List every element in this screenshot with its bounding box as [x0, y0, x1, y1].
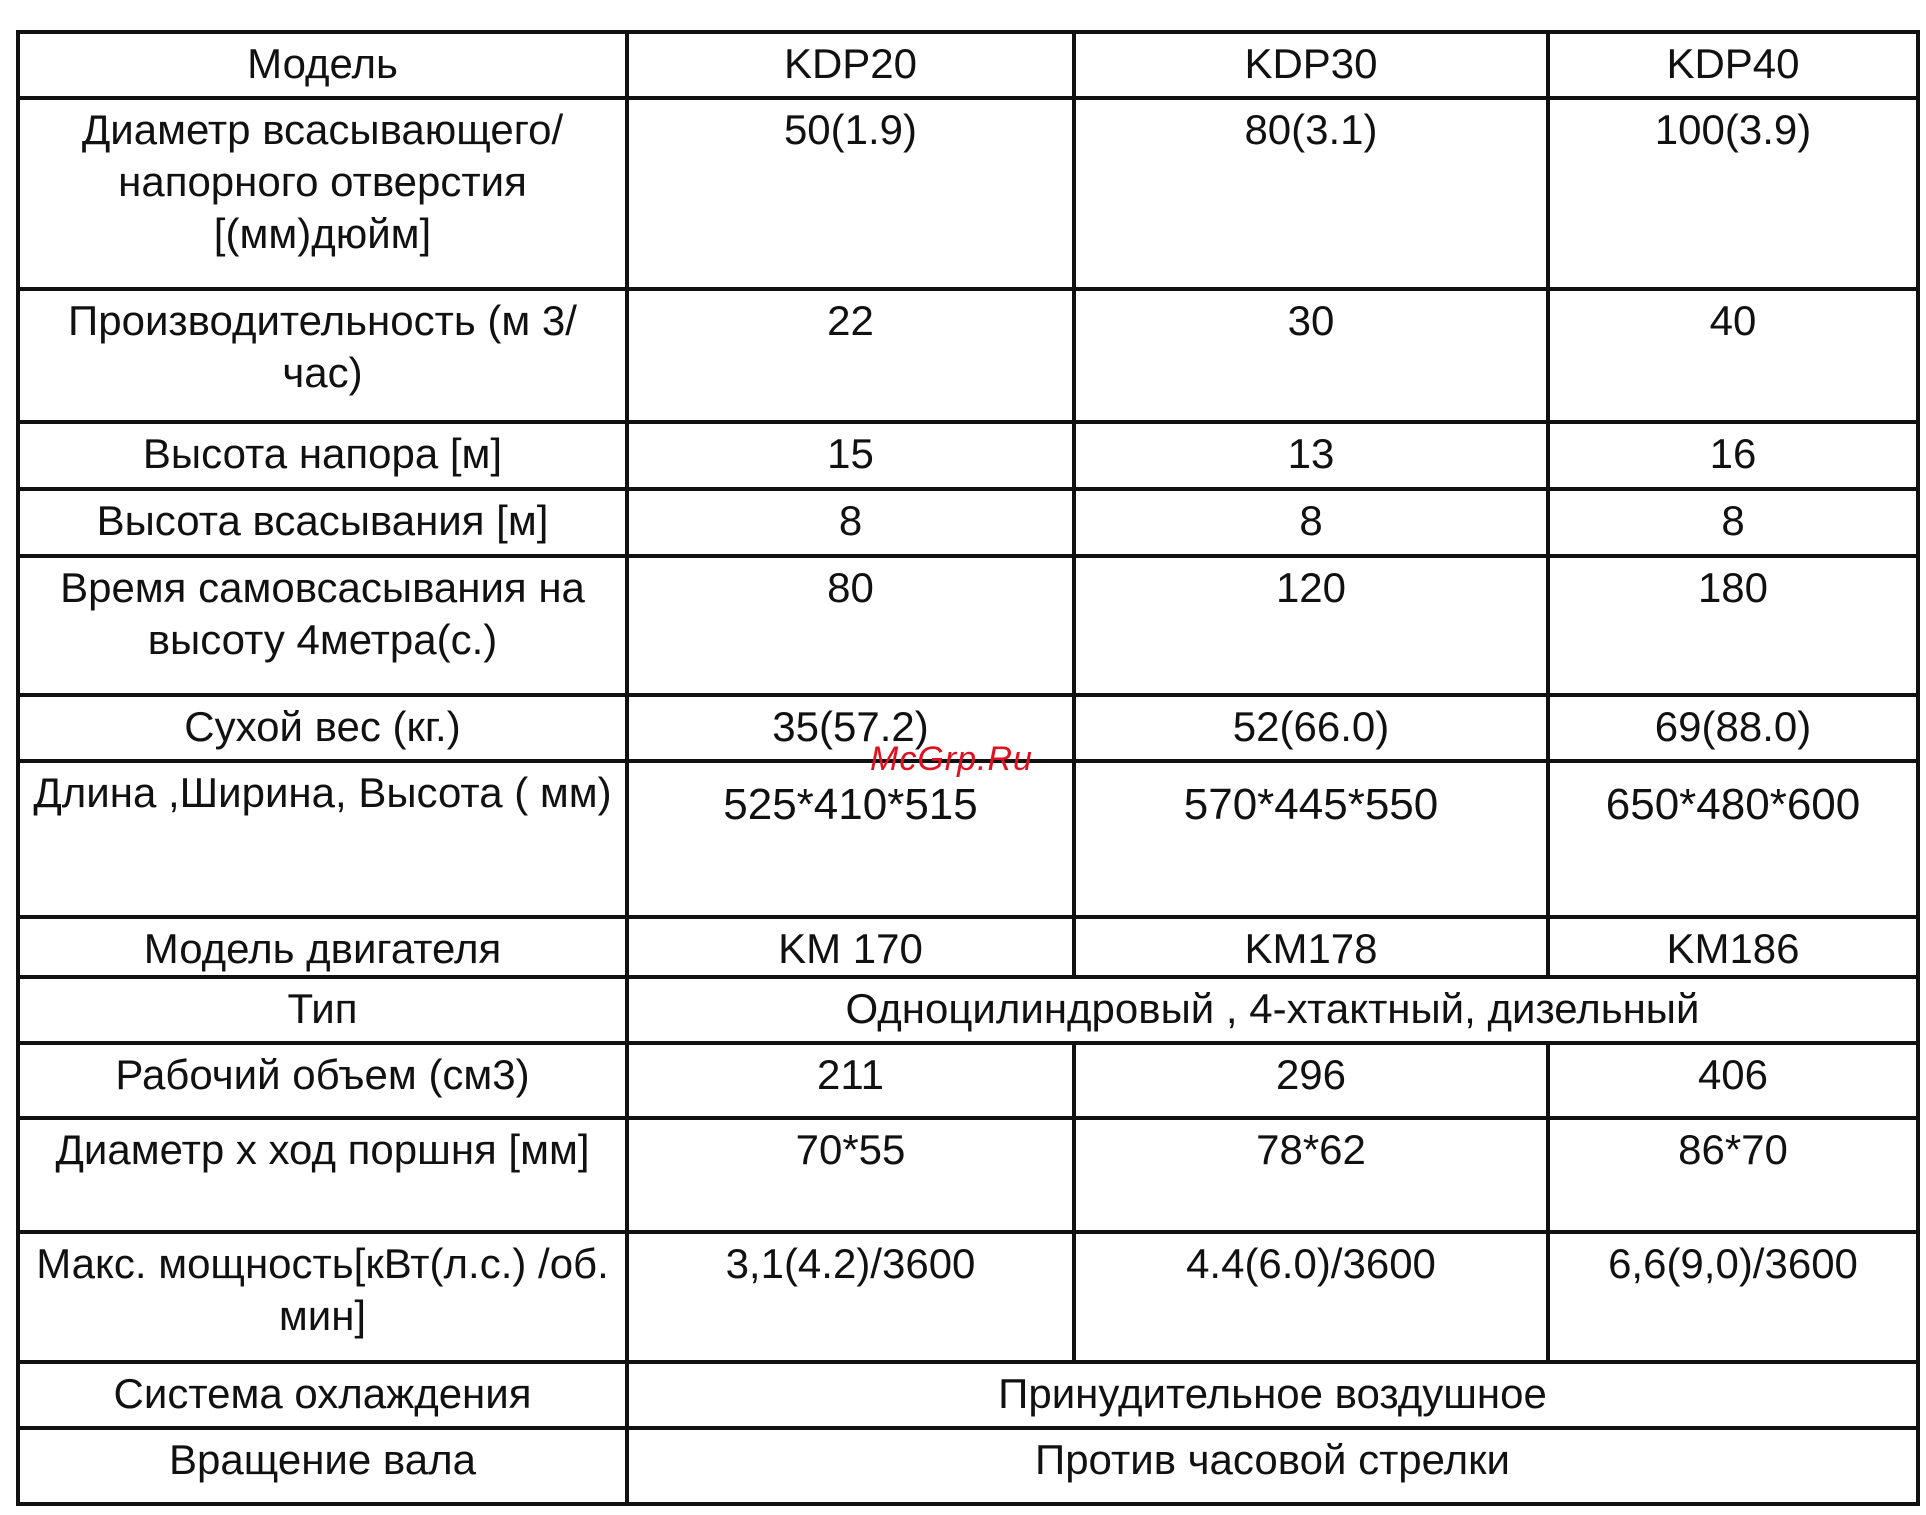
row-label: Диаметр всасывающего/напорного отверстия [(мм)дюйм]: [18, 98, 627, 289]
cell-value: 211: [627, 1043, 1074, 1118]
cell-value: 296: [1074, 1043, 1548, 1118]
cell-value: KM178: [1074, 917, 1548, 977]
cell-value: 50(1.9): [627, 98, 1074, 289]
watermark: McGrp.Ru: [870, 740, 1033, 778]
cell-value: 120: [1074, 556, 1548, 695]
cell-value-merged: Принудительное воздушное: [627, 1362, 1918, 1428]
cell-value: 70*55: [627, 1118, 1074, 1232]
table-row: [18, 422, 1918, 489]
cell-value: 86*70: [1548, 1118, 1918, 1232]
table-row: [18, 489, 1918, 556]
table-row: [18, 1232, 1918, 1362]
cell-value-merged: Против часовой стрелки: [627, 1428, 1918, 1504]
cell-value: 80: [627, 556, 1074, 695]
cell-value: 8: [1548, 489, 1918, 556]
cell-value: 40: [1548, 289, 1918, 422]
cell-value: 22: [627, 289, 1074, 422]
cell-value: 4.4(6.0)/3600: [1074, 1232, 1548, 1362]
cell-value: 6,6(9,0)/3600: [1548, 1232, 1918, 1362]
row-label: Вращение вала: [18, 1428, 627, 1504]
cell-value: 80(3.1): [1074, 98, 1548, 289]
table-row: [18, 1118, 1918, 1232]
cell-value: 3,1(4.2)/3600: [627, 1232, 1074, 1362]
cell-value: 15: [627, 422, 1074, 489]
row-label: Время самовсасывания на высоту 4метра(с.): [18, 556, 627, 695]
row-label: Высота всасывания [м]: [18, 489, 627, 556]
cell-value: 525*410*515: [627, 761, 1074, 917]
table-row: [18, 1362, 1918, 1428]
row-label: Система охлаждения: [18, 1362, 627, 1428]
cell-value: 100(3.9): [1548, 98, 1918, 289]
cell-value: 8: [627, 489, 1074, 556]
row-label: Производительность (м 3/час): [18, 289, 627, 422]
cell-value: 16: [1548, 422, 1918, 489]
cell-value: 13: [1074, 422, 1548, 489]
table-row: [18, 1043, 1918, 1118]
header-model: KDP30: [1074, 32, 1548, 98]
table-row: [18, 1428, 1918, 1504]
cell-value: 78*62: [1074, 1118, 1548, 1232]
header-model: KDP40: [1548, 32, 1918, 98]
table-row: [18, 289, 1918, 422]
table-row: [18, 977, 1918, 1043]
cell-value: KM186: [1548, 917, 1918, 977]
table-row: [18, 98, 1918, 289]
table-row: [18, 556, 1918, 695]
table-row: [18, 917, 1918, 977]
cell-value: 570*445*550: [1074, 761, 1548, 917]
cell-value: 35(57.2): [627, 695, 1074, 761]
cell-value: 69(88.0): [1548, 695, 1918, 761]
row-label: Модель двигателя: [18, 917, 627, 977]
cell-value: 406: [1548, 1043, 1918, 1118]
row-label: Рабочий объем (см3): [18, 1043, 627, 1118]
row-label: Тип: [18, 977, 627, 1043]
table-row: [18, 32, 1918, 98]
row-label: Высота напора [м]: [18, 422, 627, 489]
row-label: Длина ,Ширина, Высота ( мм): [18, 761, 627, 917]
cell-value: 180: [1548, 556, 1918, 695]
cell-value: 8: [1074, 489, 1548, 556]
cell-value: 650*480*600: [1548, 761, 1918, 917]
cell-value-merged: Одноцилиндровый , 4-хтактный, дизельный: [627, 977, 1918, 1043]
cell-value: 30: [1074, 289, 1548, 422]
table-row: [18, 761, 1918, 917]
row-label: Макс. мощность[кВт(л.с.) /об. мин]: [18, 1232, 627, 1362]
header-model: KDP20: [627, 32, 1074, 98]
cell-value: 52(66.0): [1074, 695, 1548, 761]
row-label: Диаметр х ход поршня [мм]: [18, 1118, 627, 1232]
cell-value: KM 170: [627, 917, 1074, 977]
header-label: Модель: [18, 32, 627, 98]
row-label: Сухой вес (кг.): [18, 695, 627, 761]
